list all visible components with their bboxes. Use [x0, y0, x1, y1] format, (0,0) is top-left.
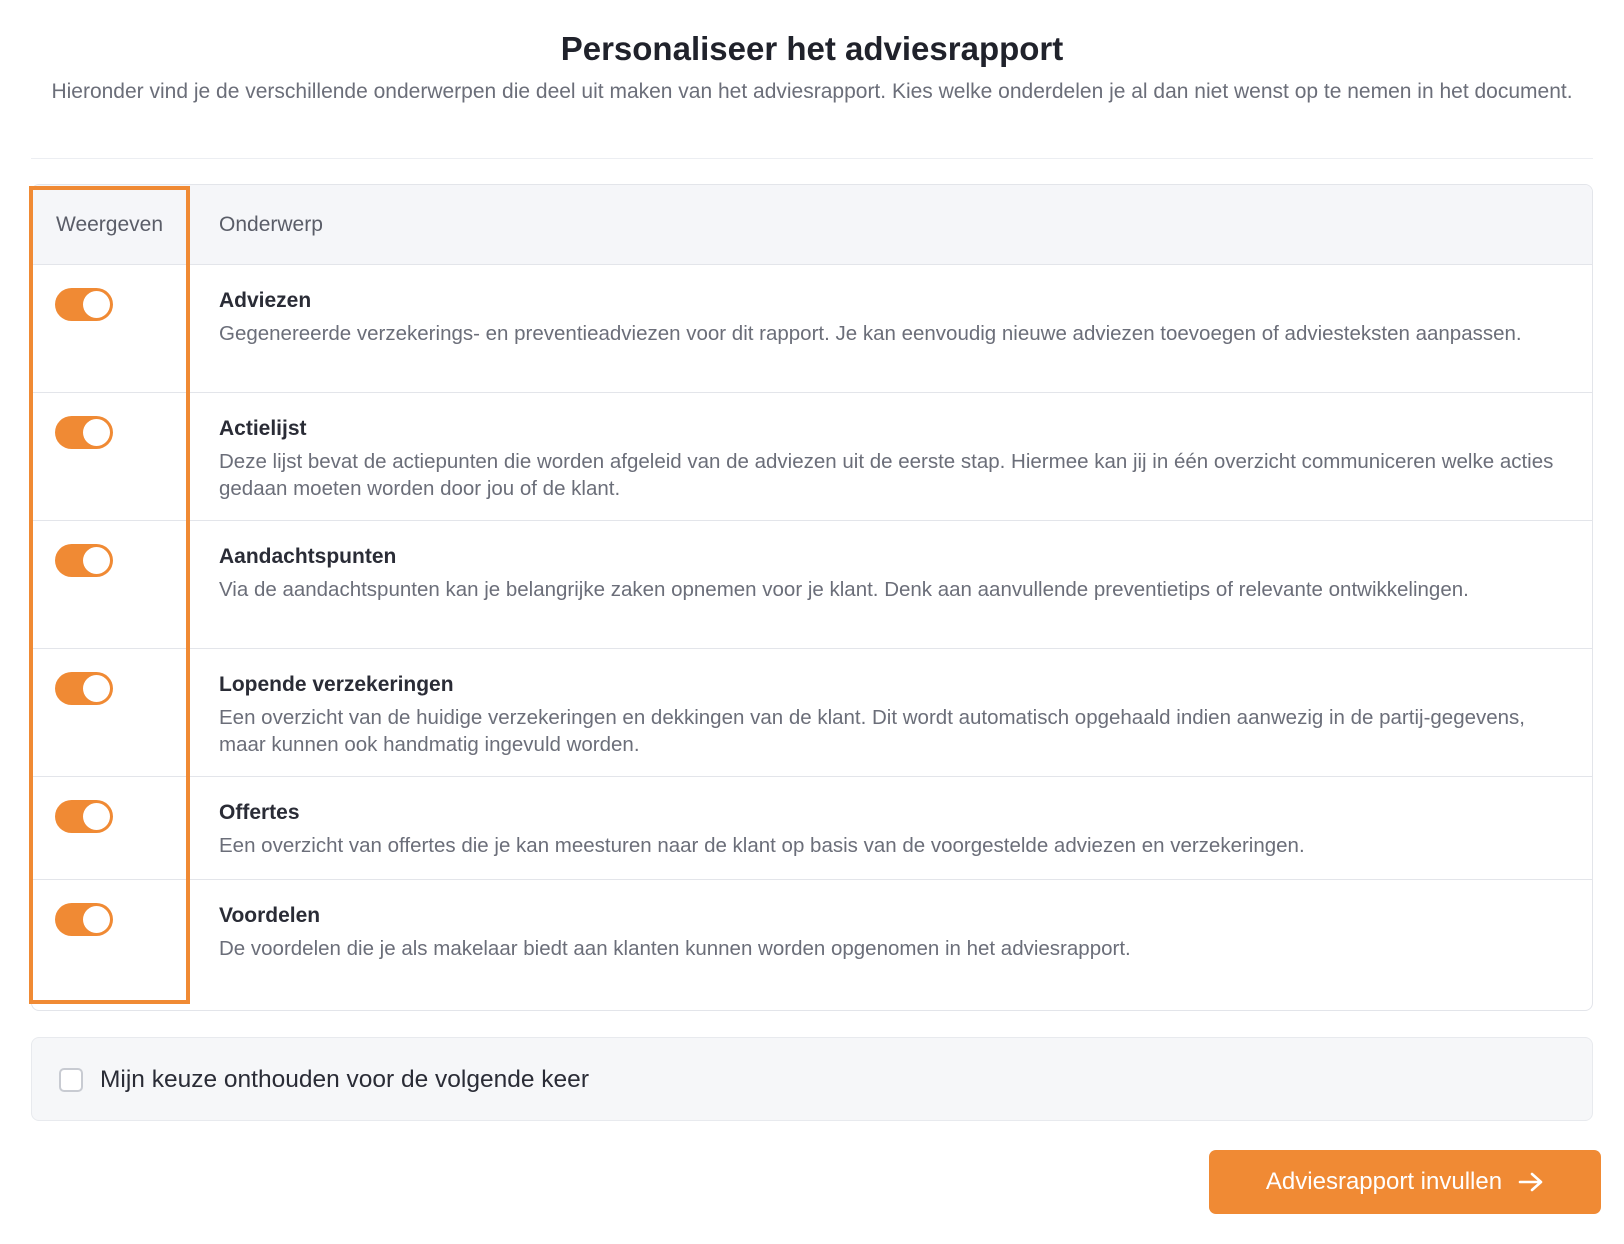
- row-title: Adviezen: [219, 289, 312, 312]
- header-divider: [31, 158, 1593, 159]
- row-description: Via de aandachtspunten kan je belangrijke zaken opnemen voor je klant. Denk aan aanvullende preventietips of relevante ontwikkelingen.: [219, 578, 1469, 601]
- row-title: Offertes: [219, 801, 300, 824]
- page-title: Personaliseer het adviesrapport: [560, 30, 1064, 67]
- arrow-right-icon: [1518, 1171, 1544, 1193]
- row-title: Lopende verzekeringen: [219, 673, 454, 696]
- table-row: [32, 265, 1592, 393]
- toggle-adviezen[interactable]: [55, 288, 113, 321]
- table-row: [32, 649, 1592, 777]
- toggle-voordelen[interactable]: [55, 903, 113, 936]
- column-header-topic: Onderwerp: [219, 213, 323, 236]
- table-header: [32, 185, 1592, 265]
- row-description: Deze lijst bevat de actiepunten die worden afgeleid van de adviezen uit de eerste stap. Hiermee kan jij in één overzicht communiceren welke acties gedaan moeten worden door jou of de klant.: [219, 450, 1554, 500]
- fill-report-button[interactable]: [1209, 1150, 1601, 1214]
- table-row: [32, 393, 1592, 521]
- toggle-knob: [83, 291, 110, 318]
- page-subtitle: Hieronder vind je de verschillende onderwerpen die deel uit maken van het adviesrapport. Kies welke onderdelen je al dan niet wenst op te nemen in het document.: [51, 80, 1573, 103]
- row-title: Voordelen: [219, 904, 321, 927]
- toggle-knob: [83, 803, 110, 830]
- row-description: Een overzicht van de huidige verzekeringen en dekkingen van de klant. Dit wordt automatisch opgehaald indien aanwezig in de partij-gegevens, maar kunnen ook handmatig ingevuld worden.: [219, 706, 1525, 756]
- remember-choice-panel: [31, 1037, 1593, 1121]
- table-row: [32, 880, 1592, 1011]
- row-description: Een overzicht van offertes die je kan meesturen naar de klant op basis van de voorgestelde adviezen en verzekeringen.: [219, 834, 1305, 857]
- remember-choice-checkbox[interactable]: [59, 1068, 83, 1092]
- row-description: Gegenereerde verzekerings- en preventieadviezen voor dit rapport. Je kan eenvoudig nieuwe adviezen toevoegen of adviesteksten aanpassen.: [219, 322, 1522, 345]
- toggle-actielijst[interactable]: [55, 416, 113, 449]
- column-header-show: Weergeven: [56, 213, 164, 236]
- toggle-knob: [83, 419, 110, 446]
- table-row: [32, 777, 1592, 880]
- toggle-knob: [83, 906, 110, 933]
- toggle-knob: [83, 547, 110, 574]
- row-description: De voordelen die je als makelaar biedt aan klanten kunnen worden opgenomen in het adviesrapport.: [219, 937, 1131, 960]
- row-title: Actielijst: [219, 417, 307, 440]
- table-row: [32, 521, 1592, 649]
- remember-choice-label[interactable]: Mijn keuze onthouden voor de volgende keer: [100, 1066, 589, 1093]
- toggle-lopende-verzekeringen[interactable]: [55, 672, 113, 705]
- toggle-knob: [83, 675, 110, 702]
- toggle-offertes[interactable]: [55, 800, 113, 833]
- row-title: Aandachtspunten: [219, 545, 397, 568]
- toggle-aandachtspunten[interactable]: [55, 544, 113, 577]
- fill-report-button-label: Adviesrapport invullen: [1265, 1168, 1503, 1195]
- topics-table: [31, 184, 1593, 1011]
